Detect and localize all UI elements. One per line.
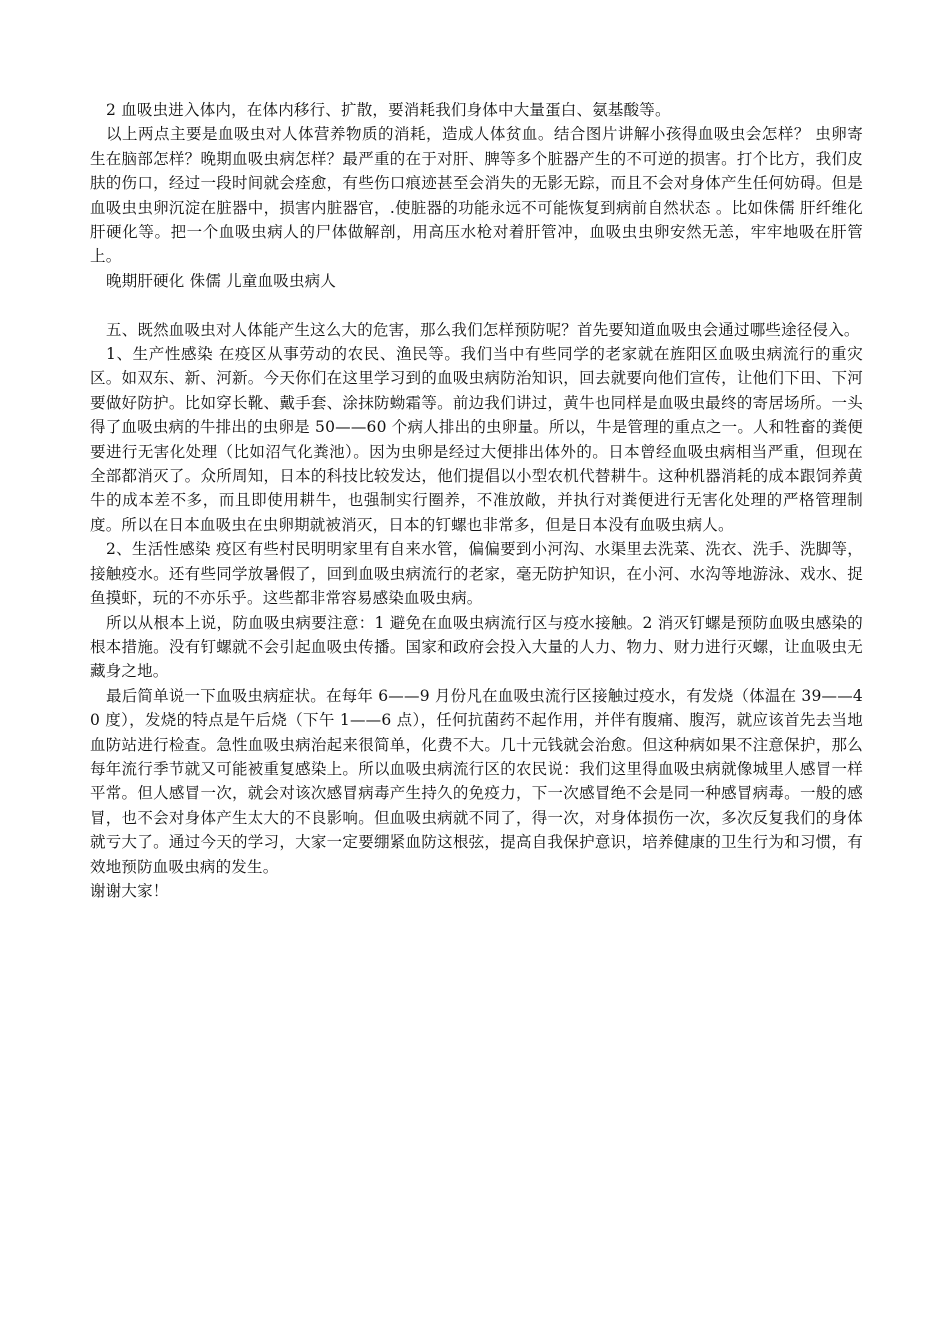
document-body <box>90 98 863 903</box>
paragraph-image-captions: 晚期肝硬化 侏儒 儿童血吸虫病人 <box>106 271 337 290</box>
paragraph-prevention-measures: 所以从根本上说，防血吸虫病要注意：1 避免在血吸虫病流行区与疫水接触。2 消灭钉螺是预防血吸虫感染的根本措施。没有钉螺就不会引起血吸虫传播。国家和政府会投入大量的人力、物力、财力进行灭螺，让血吸虫无藏身之地。 <box>90 613 863 681</box>
paragraph-symptoms: 最后简单说一下血吸虫病症状。在每年 6——9 月份凡在血吸虫流行区接触过疫水，有发烧（体温在 39——40 度），发烧的特点是午后烧（下午 1——6 点），任何抗菌药不起作用，并伴有腹痛、腹泻，就应该首先去当地血防站进行检查。急性血吸虫病治起来很简单，化费不大。几十元钱就会治愈。但这种病如果不注意保护，那么每年流行季节就又可能被重复感染上。所以血吸虫病流行区的农民说：我们这里得血吸虫病就像城里人感冒一样平常。但人感冒一次，就会对该次感冒病毒产生持久的免疫力，下一次感冒绝不会是同一种感冒病毒。一般的感冒，也不会对身体产生太大的不良影响。但血吸虫病就不同了，得一次，对身体损伤一次，多次反复我们的身体就亏大了。通过今天的学习，大家一定要绷紧血防这根弦，提高自我保护意识，培养健康的卫生行为和习惯，有效地预防血吸虫病的发生。 <box>90 686 863 876</box>
paragraph-spacer <box>90 293 863 317</box>
paragraph-nutrient-consumption: 2 血吸虫进入体内，在体内移行、扩散，要消耗我们身体中大量蛋白、氨基酸等。 <box>106 101 671 119</box>
paragraph-productive-infection: 1、生产性感染 在疫区从事劳动的农民、渔民等。我们当中有些同学的老家就在旌阳区血吸虫病流行的重灾区。如双东、新、河新。今天你们在这里学习到的血吸虫病防治知识，回去就要向他们宣传，让他们下田、下河要做好防护。比如穿长靴、戴手套、涂抹防蚴霜等。前边我们讲过，黄牛也同样是血吸虫最终的寄居场所。一头得了血吸虫病的牛排出的虫卵是 50——60 个病人排出的虫卵量。所以，牛是管理的重点之一。人和牲畜的粪便要进行无害化处理（比如沼气化粪池）。因为虫卵是经过大便排出体外的。日本曾经血吸虫病相当严重，但现在全部都消灭了。众所周知，日本的科技比较发达，他们提倡以小型农机代替耕牛。这种机器消耗的成本跟饲养黄牛的成本差不多，而且即使用耕牛，也强制实行圈养，不准放敞，并执行对粪便进行无害化处理的严格管理制度。所以在日本血吸虫在虫卵期就被消灭，日本的钉螺也非常多，但是日本没有血吸虫病人。 <box>90 345 863 534</box>
paragraph-prevention-intro: 五、既然血吸虫对人体能产生这么大的危害，那么我们怎样预防呢？首先要知道血吸虫会通过哪些途径侵入。 <box>106 320 860 339</box>
paragraph-organ-damage: 以上两点主要是血吸虫对人体营养物质的消耗，造成人体贫血。结合图片讲解小孩得血吸虫会怎样？ 虫卵寄生在脑部怎样？晚期血吸虫病怎样？最严重的在于对肝、脾等多个脏器产生的不可逆的损害。打个比方，我们皮肤的伤口，经过一段时间就会痊愈，有些伤口痕迹甚至会消失的无影无踪，而且不会对身体产生任何妨碍。但是血吸虫虫卵沉淀在脏器中，损害内脏器官，.使脏器的功能永远不可能恢复到病前自然状态 。比如侏儒 肝纤维化 肝硬化等。把一个血吸虫病人的尸体做解剖，用高压水枪对着肝管冲，血吸虫虫卵安然无恙，牢牢地吸在肝管上。 <box>90 125 863 266</box>
paragraph-closing: 谢谢大家！ <box>90 881 169 900</box>
paragraph-living-infection: 2、生活性感染 疫区有些村民明明家里有自来水管，偏偏要到小河沟、水渠里去洗菜、洗衣、洗手、洗脚等，接触疫水。还有些同学放暑假了，回到血吸虫病流行的老家，毫无防护知识，在小河、水沟等地游泳、戏水、捉鱼摸虾，玩的不亦乐乎。这些都非常容易感染血吸虫病。 <box>90 540 863 608</box>
